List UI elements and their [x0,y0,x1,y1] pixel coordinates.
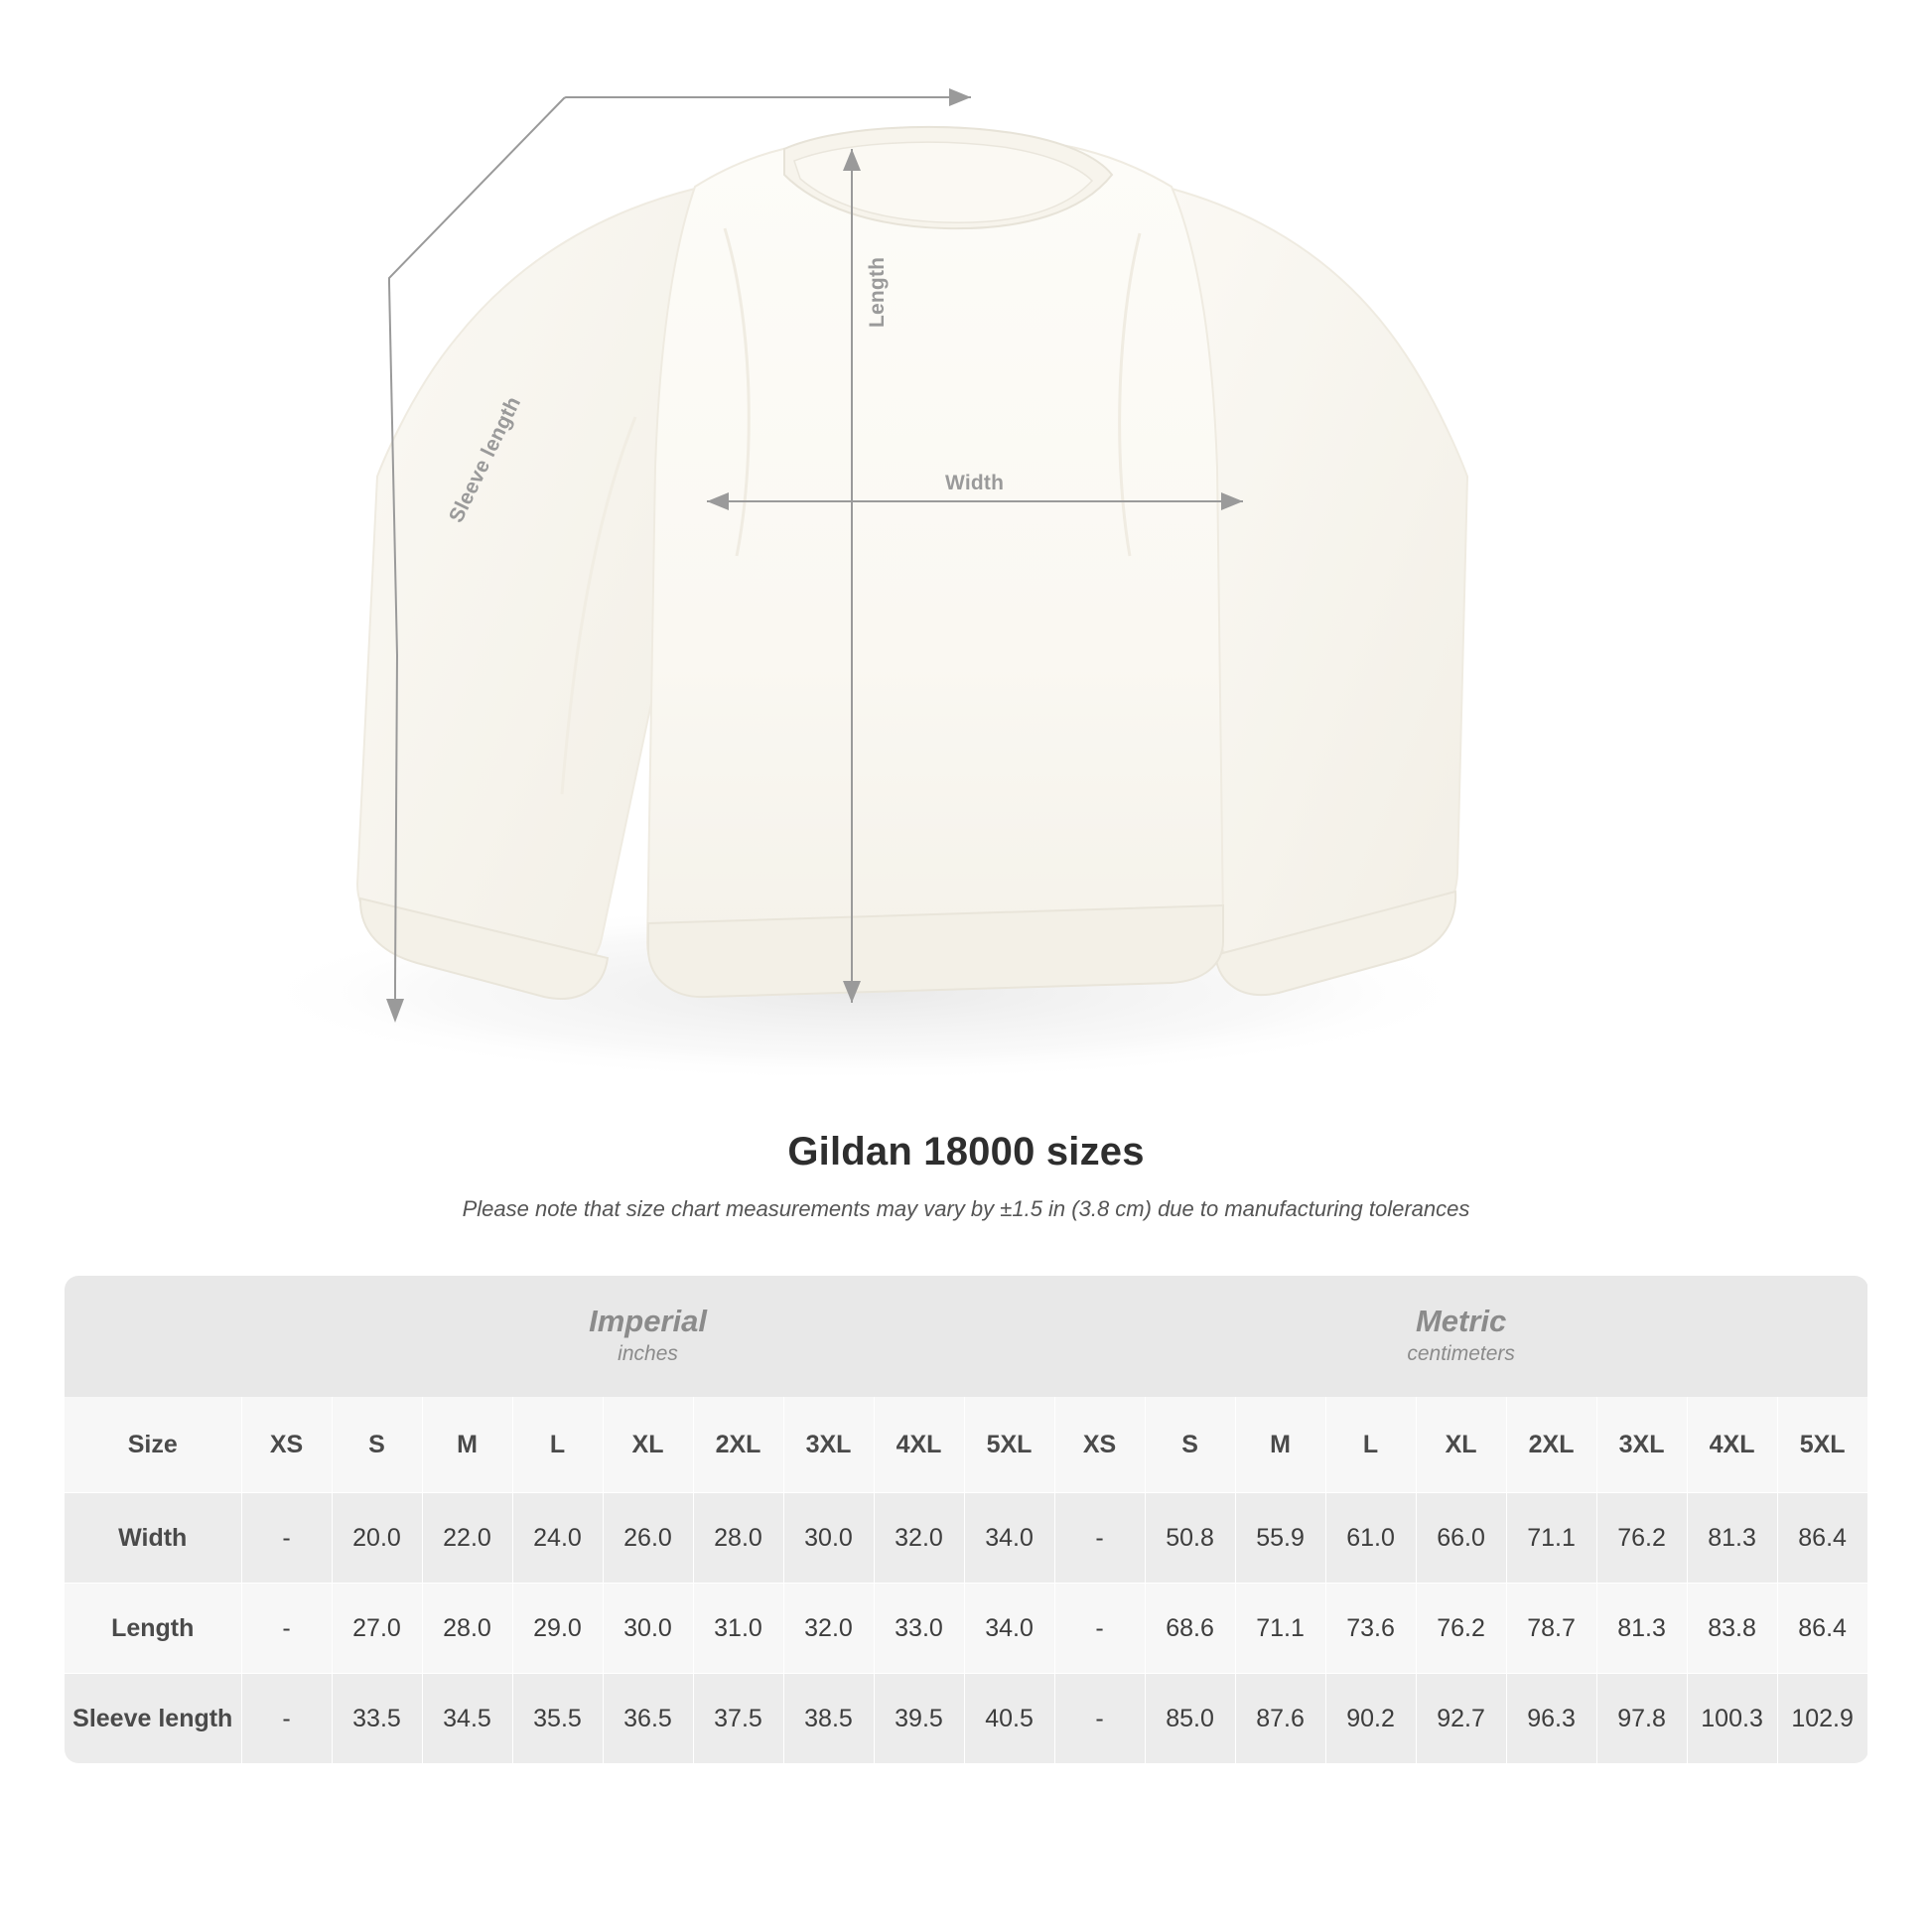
header-col-13: XL [1416,1397,1506,1493]
cell-length-14: 78.7 [1506,1584,1596,1674]
header-col-10: S [1145,1397,1235,1493]
cell-width-2: 22.0 [422,1493,512,1584]
unit-header-metric [1054,1276,1867,1397]
cell-width-16: 81.3 [1687,1493,1777,1584]
header-col-4: XL [603,1397,693,1493]
unit-sub-metric: centimeters [1407,1342,1515,1366]
header-col-1: S [332,1397,422,1493]
cell-sleeve-8: 40.5 [964,1674,1054,1764]
title-block [0,1130,1932,1222]
cell-sleeve-16: 100.3 [1687,1674,1777,1764]
cell-sleeve-4: 36.5 [603,1674,693,1764]
cell-width-14: 71.1 [1506,1493,1596,1584]
cell-length-9: - [1054,1584,1145,1674]
header-col-9: XS [1054,1397,1145,1493]
cell-width-12: 61.0 [1325,1493,1416,1584]
cell-length-2: 28.0 [422,1584,512,1674]
header-col-15: 3XL [1596,1397,1687,1493]
cell-width-1: 20.0 [332,1493,422,1584]
header-col-0: XS [241,1397,332,1493]
size-header-row [65,1397,1867,1493]
cell-length-16: 83.8 [1687,1584,1777,1674]
cell-length-8: 34.0 [964,1584,1054,1674]
cell-sleeve-6: 38.5 [783,1674,874,1764]
unit-header-corner [65,1276,241,1397]
row-label-sleeve-length: Sleeve length [65,1674,241,1764]
cell-width-13: 66.0 [1416,1493,1506,1584]
cell-length-6: 32.0 [783,1584,874,1674]
cell-length-0: - [241,1584,332,1674]
row-label-length: Length [65,1584,241,1674]
cell-sleeve-12: 90.2 [1325,1674,1416,1764]
cell-width-15: 76.2 [1596,1493,1687,1584]
table-row [65,1584,1867,1674]
cell-length-7: 33.0 [874,1584,964,1674]
unit-name-imperial: Imperial [589,1304,707,1339]
cell-sleeve-9: - [1054,1674,1145,1764]
header-size-label: Size [65,1397,241,1493]
cell-width-17: 86.4 [1777,1493,1867,1584]
cell-width-10: 50.8 [1145,1493,1235,1584]
cell-length-17: 86.4 [1777,1584,1867,1674]
header-col-12: L [1325,1397,1416,1493]
cell-length-1: 27.0 [332,1584,422,1674]
header-col-8: 5XL [964,1397,1054,1493]
header-col-14: 2XL [1506,1397,1596,1493]
size-table-wrapper [65,1276,1867,1763]
header-col-5: 2XL [693,1397,783,1493]
tolerance-note: Please note that size chart measurements may vary by ±1.5 in (3.8 cm) due to manufacturing tolerances [462,1196,1470,1221]
cell-length-11: 71.1 [1235,1584,1325,1674]
size-table [65,1276,1868,1763]
header-col-16: 4XL [1687,1397,1777,1493]
cell-sleeve-10: 85.0 [1145,1674,1235,1764]
header-col-11: M [1235,1397,1325,1493]
header-col-17: 5XL [1777,1397,1867,1493]
cell-width-7: 32.0 [874,1493,964,1584]
width-dimension-label: Width [945,472,1005,494]
cell-sleeve-5: 37.5 [693,1674,783,1764]
header-col-3: L [512,1397,603,1493]
cell-length-15: 81.3 [1596,1584,1687,1674]
length-dimension-label: Length [866,256,889,328]
cell-sleeve-13: 92.7 [1416,1674,1506,1764]
cell-length-10: 68.6 [1145,1584,1235,1674]
cell-length-4: 30.0 [603,1584,693,1674]
header-col-7: 4XL [874,1397,964,1493]
unit-sub-imperial: inches [618,1342,678,1366]
unit-header-imperial [241,1276,1054,1397]
row-label-width: Width [65,1493,241,1584]
cell-sleeve-11: 87.6 [1235,1674,1325,1764]
cell-length-3: 29.0 [512,1584,603,1674]
unit-header-row [65,1276,1867,1397]
header-col-6: 3XL [783,1397,874,1493]
page-title: Gildan 18000 sizes [787,1130,1145,1173]
cell-width-4: 26.0 [603,1493,693,1584]
cell-sleeve-2: 34.5 [422,1674,512,1764]
cell-sleeve-15: 97.8 [1596,1674,1687,1764]
cell-width-3: 24.0 [512,1493,603,1584]
cell-width-9: - [1054,1493,1145,1584]
header-col-2: M [422,1397,512,1493]
cell-width-8: 34.0 [964,1493,1054,1584]
unit-name-metric: Metric [1415,1304,1507,1339]
cell-sleeve-14: 96.3 [1506,1674,1596,1764]
cell-sleeve-17: 102.9 [1777,1674,1867,1764]
cell-length-13: 76.2 [1416,1584,1506,1674]
table-row [65,1674,1867,1764]
cell-width-0: - [241,1493,332,1584]
cell-sleeve-7: 39.5 [874,1674,964,1764]
cell-sleeve-0: - [241,1674,332,1764]
cell-width-6: 30.0 [783,1493,874,1584]
cell-sleeve-1: 33.5 [332,1674,422,1764]
cell-length-12: 73.6 [1325,1584,1416,1674]
sleeve-length-dimension-label: Sleeve length [445,392,526,527]
cell-width-5: 28.0 [693,1493,783,1584]
table-row [65,1493,1867,1584]
cell-sleeve-3: 35.5 [512,1674,603,1764]
cell-length-5: 31.0 [693,1584,783,1674]
cell-width-11: 55.9 [1235,1493,1325,1584]
